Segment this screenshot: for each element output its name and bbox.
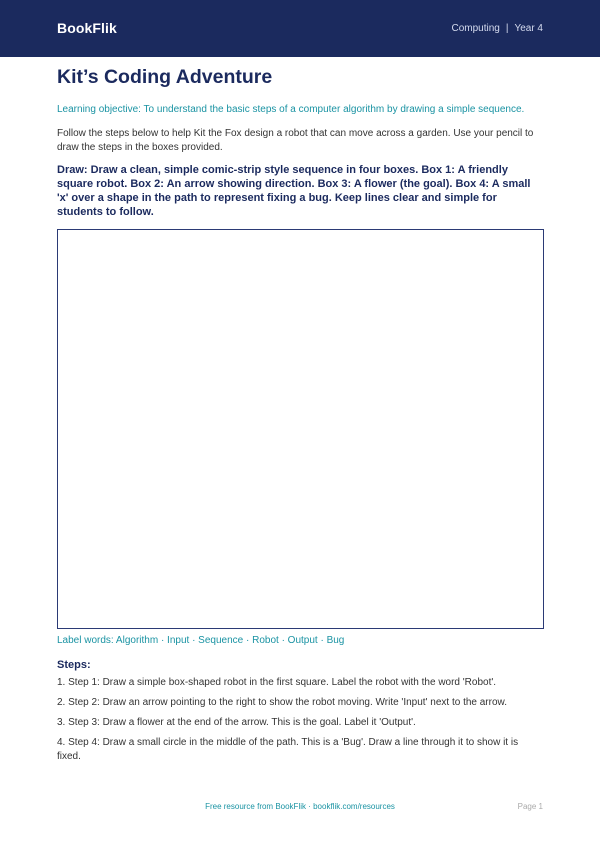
meta-separator: |: [505, 23, 509, 34]
page-number: Page 1: [517, 802, 543, 811]
page-footer: [0, 800, 600, 814]
worksheet-content: [0, 65, 600, 764]
steps-heading: Steps:: [57, 659, 91, 671]
list-item: 4. Step 4: Draw a small circle in the middle of the path. This is a 'Bug'. Draw a line through it to show it is fixed.: [57, 737, 519, 762]
list-item: 1. Step 1: Draw a simple box-shaped robot in the first square. Label the robot with the word 'Robot'.: [57, 677, 497, 688]
intro-text: Follow the steps below to help Kit the Fox design a robot that can move across a garden. Use your pencil to draw the steps in the boxes provided.: [57, 128, 534, 153]
subject-meta: [451, 23, 543, 34]
draw-instruction: Draw: Draw a clean, simple comic-strip style sequence in four boxes. Box 1: A friendly square robot. Box 2: An arrow showing direction. Box 3: A flower (the goal). Box 4: A small 'x' over a shape in the path to represent fixing a bug. Keep lines clear and simple for students to follow.: [57, 164, 531, 218]
steps-list: [57, 676, 543, 764]
list-item: 2. Step 2: Draw an arrow pointing to the right to show the robot moving. Write 'Input' next to the arrow.: [57, 697, 507, 708]
page-title: Kit’s Coding Adventure: [57, 66, 273, 88]
list-item: 3. Step 3: Draw a flower at the end of the arrow. This is the goal. Label it 'Output'.: [57, 717, 416, 728]
brand-logo-text: BookFlik: [57, 19, 117, 36]
subject-label: Computing: [451, 23, 500, 34]
page-header: [0, 0, 600, 57]
year-label: Year 4: [514, 23, 543, 34]
label-words: Label words: Algorithm · Input · Sequence · Robot · Output · Bug: [57, 635, 345, 646]
learning-objective: Learning objective: To understand the basic steps of a computer algorithm by drawing a simple sequence.: [57, 104, 525, 115]
drawing-area[interactable]: [57, 229, 544, 629]
footer-credit-link[interactable]: Free resource from BookFlik · bookflik.com/resources: [205, 802, 395, 811]
